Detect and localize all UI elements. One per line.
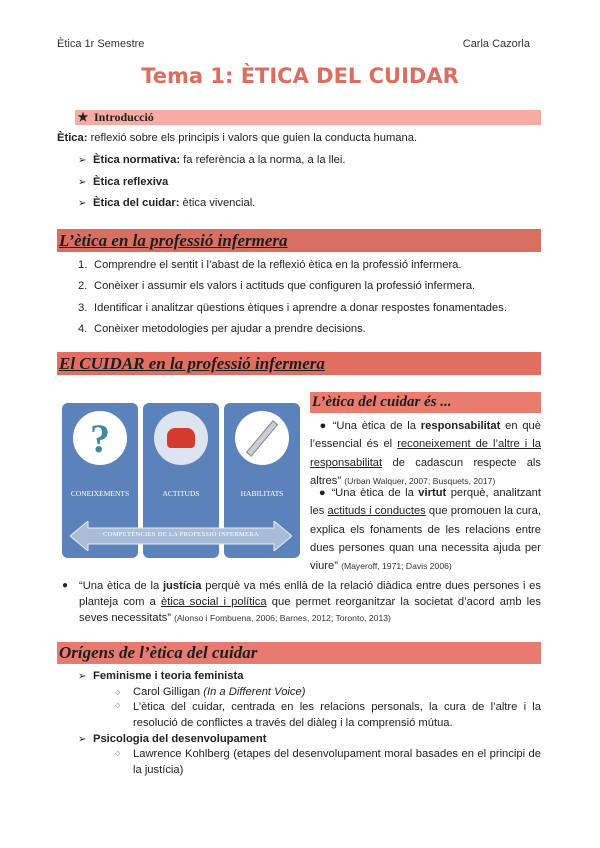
- quote-virtue: ● “Una ètica de la virtut perquè, analitzant les actituds i conductes que promouen la cura, explica els fonaments de les relacions entre dues persones quan una necessita ajuda per viure” (Mayeroff, 1971; Davis 2006): [310, 487, 541, 573]
- text-span: (In a Different Voice): [203, 686, 306, 698]
- section-heading: [57, 642, 541, 664]
- arrow-label: COMPETÈNCIES DE LA PROFESSIÓ INFERMERA: [103, 531, 259, 538]
- list-item: [78, 195, 562, 212]
- subheading-label: L’ètica del cuidar és ...: [312, 394, 452, 410]
- numbered-item: [78, 257, 562, 273]
- circle-bullet-icon: ○: [115, 748, 121, 758]
- section-heading-label: El CUIDAR en la professió infermera: [59, 354, 325, 373]
- arrow-bullet-icon: ➢: [78, 734, 87, 745]
- text: Identificar i analitzar qüestions ètiques i aprendre a donar respostes fonamentades.: [94, 302, 507, 314]
- intro-heading: [75, 110, 541, 125]
- bullet-icon: ●: [62, 580, 69, 591]
- section-heading-label: L’ètica en la professió infermera: [59, 231, 288, 250]
- text-span: perquè va més enllà de la relació diàdica entre dues persones i es planteja com a: [79, 580, 541, 608]
- group-title: Feminisme i teoria feminista: [93, 670, 244, 682]
- text-span: que permet reorganitzar la societat d’acord amb les seves necessitats”: [79, 596, 541, 624]
- citation: (Alonso i Fombuena, 2006; Barnes, 2012; Toronto, 2013): [174, 613, 391, 623]
- column-label: HABILITATS: [240, 489, 284, 498]
- column-label: CONEIXEMENTS: [70, 489, 130, 498]
- text-span: ?: [90, 415, 110, 461]
- text-span: 4.: [78, 323, 88, 335]
- group-title: Psicologia del desenvolupament: [93, 733, 267, 745]
- section-heading: [57, 229, 541, 252]
- numbered-item: [78, 278, 562, 294]
- numbered-item: [78, 300, 562, 316]
- bold-text: virtut: [418, 487, 447, 499]
- quote-justice: [79, 578, 541, 626]
- header-author: Carla Cazorla: [462, 38, 530, 50]
- list-item: [78, 668, 562, 685]
- text-span: [246, 420, 278, 457]
- text-span: “Una ètica de la: [332, 420, 421, 432]
- column-label: ACTITUDS: [162, 489, 200, 498]
- sub-item: Lawrence Kohlberg (etapes del desenvolupament moral basades en el principi de la justícia): [133, 748, 541, 776]
- arrow-bullet-icon: ➢: [78, 155, 87, 166]
- bold-text: justícia: [162, 580, 202, 592]
- arrow-bullet-icon: ➢: [78, 198, 87, 209]
- underlined-text: actituds i conductes: [327, 505, 426, 518]
- text: ètica vivencial.: [179, 197, 256, 209]
- list-item: [78, 152, 562, 169]
- term: Ètica:: [57, 132, 88, 144]
- text: fa referència a la norma, a la llei.: [180, 154, 346, 166]
- term: Ètica reflexiva: [93, 176, 169, 188]
- term: Ètica normativa:: [93, 154, 181, 166]
- text: Conèixer metodologies per ajudar a prendre decisions.: [94, 323, 366, 335]
- bold-text: responsabilitat: [420, 420, 501, 432]
- sub-item: [115, 684, 541, 700]
- text-span: perquè, analitzant les: [310, 487, 541, 518]
- text-span: Carol Gilligan: [133, 686, 204, 698]
- competencies-figure: [62, 403, 300, 558]
- list-item: [78, 174, 562, 191]
- question-mark-icon: [73, 411, 127, 465]
- text-span: en què l’essencial és el: [310, 420, 541, 451]
- double-arrow: [70, 521, 292, 551]
- header-course: Ètica 1r Semestre: [57, 38, 145, 50]
- numbered-item: [78, 321, 562, 337]
- people-helping-icon: [154, 411, 208, 465]
- underlined-text: ètica social i política: [161, 596, 267, 608]
- arrow-bullet-icon: ➢: [78, 177, 87, 188]
- text-span: [167, 428, 195, 448]
- ethics-definition: [57, 130, 541, 146]
- intro-heading-label: Introducció: [94, 110, 154, 124]
- subheading: [310, 392, 541, 413]
- syringe-icon: [235, 411, 289, 465]
- text: Conèixer i assumir els valors i actituds que configuren la professió infermera.: [94, 280, 476, 292]
- circle-bullet-icon: ○: [115, 700, 121, 710]
- definition: reflexió sobre els principis i valors que guien la conducta humana.: [87, 132, 418, 144]
- star-icon: ★: [77, 110, 89, 124]
- term: Ètica del cuidar:: [93, 197, 180, 209]
- text-span: 3.: [78, 302, 88, 314]
- underlined-text: reconeixement de l’altre i la responsabilitat: [310, 438, 541, 469]
- text-span: que promouen la cura, explica els fonaments de les relacions entre dues persones quan una necessita ajuda per viure”: [310, 505, 541, 573]
- text-span: de cadascun respecte als altres”: [310, 456, 541, 487]
- text-span: “Una ètica de la: [79, 580, 163, 592]
- sub-item: L’ètica del cuidar, centrada en les relacions personals, la cura de l’altre i la resolució de conflictes a través del diàleg i la comprensió mútua.: [133, 701, 541, 729]
- text-span: 1.: [78, 259, 88, 271]
- text: Comprendre el sentit i l’abast de la reflexió ètica en la professió infermera.: [94, 259, 462, 271]
- circle-bullet-icon: ○: [115, 687, 121, 697]
- arrow-bullet-icon: ➢: [78, 671, 87, 682]
- section-heading: [57, 352, 541, 375]
- citation: (Mayeroff, 1971; Davis 2006): [341, 561, 452, 572]
- section-heading-label: Orígens de l’ètica del cuidar: [59, 643, 258, 662]
- text-span: “Una ètica de la: [331, 487, 419, 499]
- quote-responsibility: ● “Una ètica de la responsabilitat en què l’essencial és el reconeixement de l’altre i la responsabilitat de cadascun respecte als altres” (Urban Walquer, 2007; Busquets, 2017): [310, 420, 541, 487]
- citation: (Urban Walquer, 2007; Busquets, 2017): [344, 475, 496, 486]
- page-title: Tema 1: ÈTICA DEL CUIDAR: [141, 64, 459, 88]
- text-span: 2.: [78, 280, 88, 292]
